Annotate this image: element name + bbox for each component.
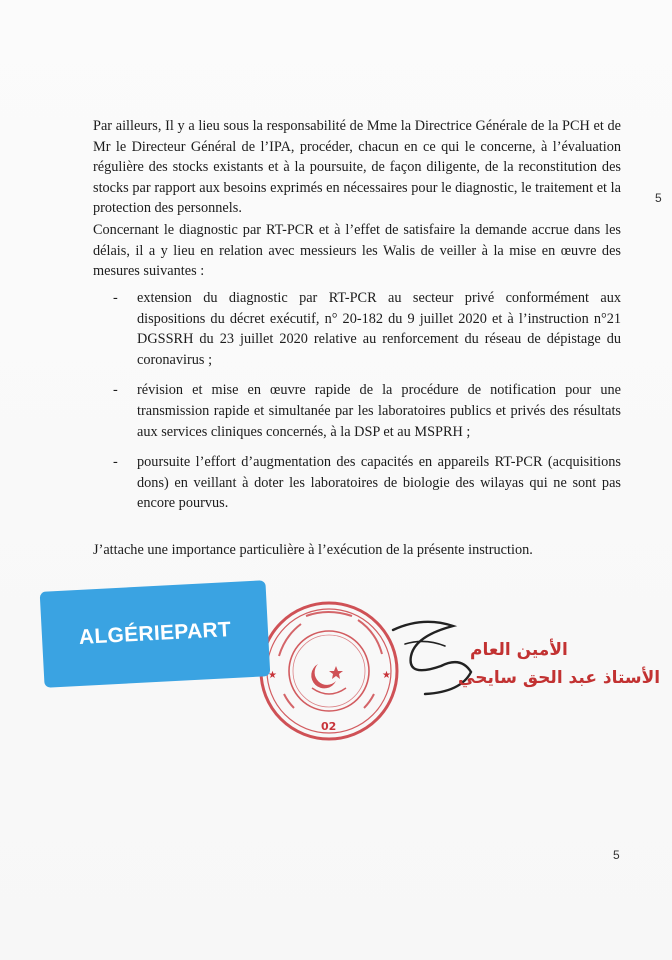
list-item: [93, 452, 621, 514]
list-item: [93, 288, 621, 370]
bullet-dash: -: [113, 290, 118, 306]
bullet-dash: -: [113, 454, 118, 471]
svg-text:★: ★: [268, 670, 277, 681]
measure-text: extension du diagnostic par RT-PCR au secteur privé conformément aux dispositions du décret exécutif, n° 20-182 du 9 juillet 2020 et à l’instruction n°21 DGSSRH du 23 juillet 2020 relative au renforcement du réseau de dépistage du coronavirus ;: [137, 290, 621, 368]
footer-page-number: 5: [613, 848, 620, 862]
closing-sentence: J’attache une importance particulière à l’exécution de la présente instruction.: [93, 542, 533, 558]
margin-page-number: 5: [655, 191, 662, 205]
signatory-name: الأستاذ عبد الحق سايحي: [458, 668, 661, 688]
bullet-dash: -: [113, 382, 118, 399]
signatory-title: الأمين العام: [470, 640, 568, 660]
measure-text: révision et mise en œuvre rapide de la procédure de notification pour une transmission rapide et simultanée par les laboratoires publics et privés des résultats aux services cliniques concernés, à la DSP et au MSPRH ;: [137, 382, 621, 440]
paragraph-stocks: Par ailleurs, Il y a lieu sous la responsabilité de Mme la Directrice Générale de la PCH et de Mr le Directeur Général de l’IPA, procéder, chacun en ce qui le concerne, à l’évaluation régulière des stocks existants et à la poursuite, de façon diligente, de la reconstitution des stocks par rapport aux besoins exprimés en nécessaires pour le diagnostic, le traitement et la protection des personnels.: [93, 118, 621, 217]
measures-list: [93, 288, 621, 524]
watermark-badge: [40, 580, 271, 688]
seal-number: 02: [321, 720, 337, 733]
list-item: [93, 380, 621, 442]
measure-text: poursuite l’effort d’augmentation des capacités en appareils RT-PCR (acquisitions dons) en veillant à doter les laboratoires de biologie des wilayas qui ne sont pas encore pourvus.: [137, 454, 621, 512]
watermark-text: ALGÉRIEPART: [78, 618, 232, 649]
paragraph-rt-pcr: Concernant le diagnostic par RT-PCR et à l’effet de satisfaire la demande accrue dans les délais, il a y lieu en relation avec messieurs les Walis de veiller à la mise en œuvre des mesures suivantes :: [93, 222, 621, 280]
official-seal: [254, 596, 404, 746]
svg-text:★: ★: [382, 670, 391, 681]
